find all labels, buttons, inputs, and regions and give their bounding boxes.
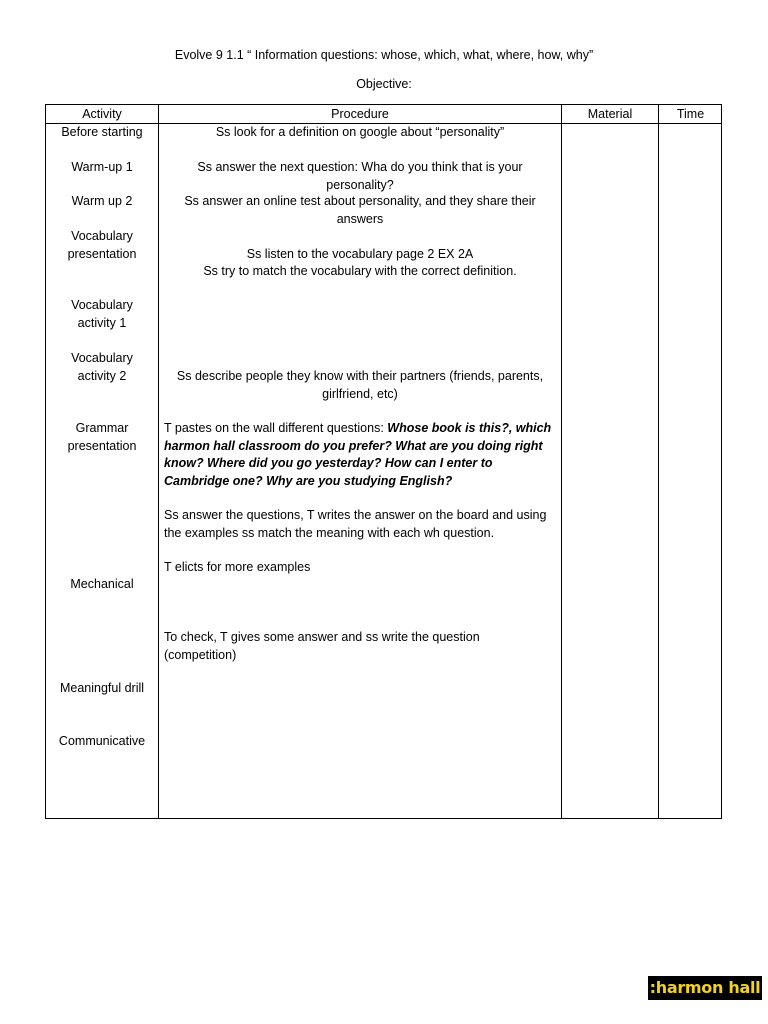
procedure-online-test: Ss answer an online test about personality, and they share their answers	[184, 194, 536, 226]
procedure-check-competition: To check, T gives some answer and ss write the question (competition)	[164, 630, 480, 662]
activity-mechanical: Mechanical	[70, 577, 134, 591]
activity-warm-up-2: Warm up 2	[71, 194, 133, 208]
lesson-plan-table	[45, 104, 722, 819]
column-header-procedure: Procedure	[331, 107, 389, 121]
procedure-describe-people: Ss describe people they know with their partners (friends, parents, girlfriend, etc)	[176, 369, 544, 401]
procedure-vocabulary-listen: Ss listen to the vocabulary page 2 EX 2A	[246, 247, 474, 261]
procedure-elicit-examples: T elicts for more examples	[164, 560, 311, 574]
activity-communicative: Communicative	[58, 734, 146, 748]
column-divider	[561, 105, 562, 818]
column-header-time: Time	[676, 107, 705, 121]
procedure-grammar-questions	[164, 420, 556, 490]
column-header-material: Material	[587, 107, 633, 121]
procedure-grammar-example-questions: Whose book is this?, which harmon hall classroom do you prefer? What are you doing right know? Where did you go yesterday? How can I enter to Cambridge one? Why are you studying English?	[164, 421, 552, 488]
procedure-grammar-intro: T pastes on the wall different questions:	[164, 421, 388, 435]
column-divider	[658, 105, 659, 818]
procedure-personality-question: Ss answer the next question: Wha do you think that is your personality?	[197, 160, 523, 192]
activity-before-starting: Before starting	[61, 125, 143, 139]
activity-grammar-presentation: Grammar presentation	[67, 421, 137, 453]
document-title: Evolve 9 1.1 “ Information questions: whose, which, what, where, how, why”	[174, 48, 594, 62]
procedure-definition-search: Ss look for a definition on google about “personality”	[215, 125, 505, 139]
column-header-activity: Activity	[82, 107, 122, 121]
procedure-answer-questions: Ss answer the questions, T writes the answer on the board and using the examples ss match the meaning with each wh question.	[164, 508, 547, 540]
harmon-hall-logo: :harmon hall	[648, 976, 762, 1000]
activity-vocabulary-activity-1: Vocabulary activity 1	[71, 298, 133, 330]
activity-vocabulary-presentation: Vocabulary presentation	[67, 229, 137, 261]
activity-meaningful-drill: Meaningful drill	[59, 681, 145, 695]
activity-warm-up-1: Warm-up 1	[71, 160, 133, 174]
procedure-vocabulary-match: Ss try to match the vocabulary with the correct definition.	[203, 264, 517, 278]
objective-label: Objective:	[356, 77, 412, 91]
activity-vocabulary-activity-2: Vocabulary activity 2	[71, 351, 133, 383]
